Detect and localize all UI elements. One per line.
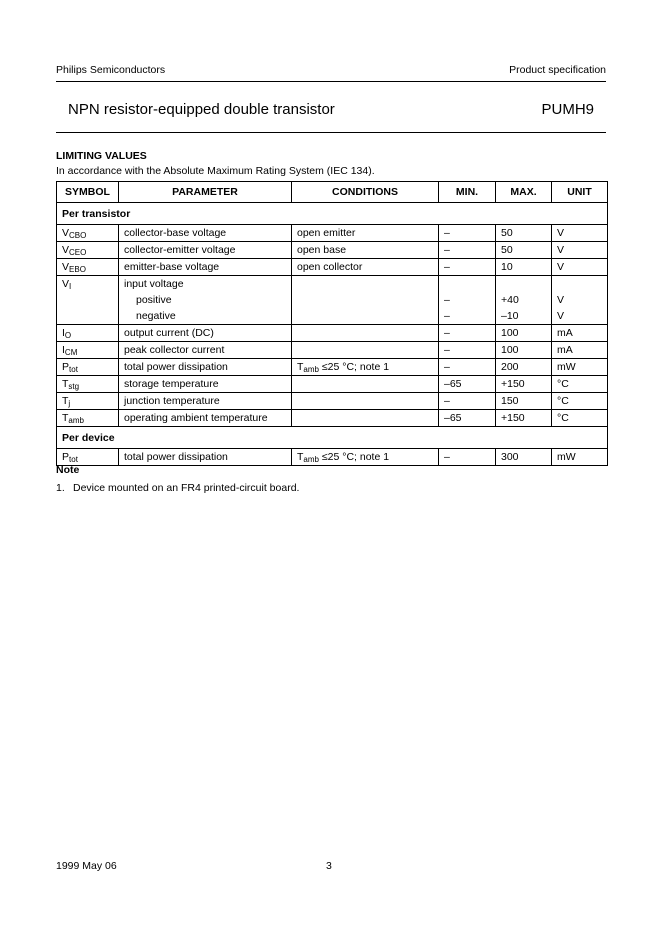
per-transistor-label: Per transistor (57, 203, 608, 225)
note-text: Device mounted on an FR4 printed-circuit board. (73, 482, 300, 494)
min-value: – (444, 310, 450, 322)
footer-date: 1999 May 06 (56, 860, 117, 872)
document-title: NPN resistor-equipped double transistor (68, 101, 335, 118)
parameter-cell: total power dissipation (119, 449, 292, 466)
parameter-cell: storage temperature (119, 376, 292, 393)
unit-cell (552, 276, 608, 325)
col-max: MAX. (496, 182, 552, 203)
section-subtitle: In accordance with the Absolute Maximum Rating System (IEC 134). (56, 165, 375, 177)
max-value: +40 (501, 294, 519, 306)
parameter-cell: emitter-base voltage (119, 259, 292, 276)
symbol-cell: $P_{tot}$ (57, 449, 119, 466)
unit-cell: mW (552, 359, 608, 376)
section-title: LIMITING VALUES (56, 150, 147, 162)
parameter-cell: junction temperature (119, 393, 292, 410)
col-conditions: CONDITIONS (292, 182, 439, 203)
max-cell (496, 276, 552, 325)
conditions-cell: open collector (292, 259, 439, 276)
section-row-per-transistor (57, 203, 608, 225)
conditions-cell: open emitter (292, 225, 439, 242)
note-title: Note (56, 464, 80, 476)
min-cell: – (439, 242, 496, 259)
parameter-cell: output current (DC) (119, 325, 292, 342)
parameter-subitem: positive (136, 294, 172, 306)
unit-cell: mA (552, 342, 608, 359)
symbol-cell: $V_I$ (57, 276, 119, 325)
symbol-cell: $V_{CEO}$ (57, 242, 119, 259)
parameter-cell: peak collector current (119, 342, 292, 359)
unit-cell: V (552, 259, 608, 276)
symbol-cell: $T_{amb}$ (57, 410, 119, 427)
max-cell: 100 (496, 342, 552, 359)
symbol-cell: $P_{tot}$ (57, 359, 119, 376)
conditions-cell (292, 276, 439, 325)
min-cell (439, 276, 496, 325)
table-row (57, 276, 608, 325)
parameter-cell (119, 276, 292, 325)
conditions-cell (292, 376, 439, 393)
min-cell: –65 (439, 410, 496, 427)
symbol-cell: $V_{EBO}$ (57, 259, 119, 276)
symbol-cell: $V_{CBO}$ (57, 225, 119, 242)
min-cell: – (439, 342, 496, 359)
conditions-cell: $T_{amb} \le 25$ °C; note 1 (292, 359, 439, 376)
symbol-cell: $I_{CM}$ (57, 342, 119, 359)
conditions-cell: open base (292, 242, 439, 259)
symbol-cell: $T_j$ (57, 393, 119, 410)
header-rule-top (56, 81, 606, 82)
min-cell: –65 (439, 376, 496, 393)
parameter-cell: collector-base voltage (119, 225, 292, 242)
header-company: Philips Semiconductors (56, 64, 166, 76)
max-cell: +150 (496, 376, 552, 393)
conditions-cell (292, 393, 439, 410)
table-row (57, 342, 608, 359)
table-row (57, 376, 608, 393)
max-cell: 300 (496, 449, 552, 466)
col-min: MIN. (439, 182, 496, 203)
table-header-row (57, 182, 608, 203)
note-item (56, 482, 299, 494)
conditions-cell (292, 410, 439, 427)
max-cell: 100 (496, 325, 552, 342)
max-value: –10 (501, 310, 519, 322)
unit-cell: V (552, 242, 608, 259)
unit-cell: °C (552, 376, 608, 393)
conditions-cell (292, 325, 439, 342)
table-row (57, 449, 608, 466)
min-cell: – (439, 259, 496, 276)
footer-page-number: 3 (326, 860, 332, 872)
max-cell: 50 (496, 225, 552, 242)
table-row (57, 410, 608, 427)
max-cell: +150 (496, 410, 552, 427)
min-cell: – (439, 449, 496, 466)
min-cell: – (439, 325, 496, 342)
unit-cell: mW (552, 449, 608, 466)
parameter-text: input voltage (124, 278, 184, 290)
unit-cell: mA (552, 325, 608, 342)
parameter-subitem: negative (136, 310, 176, 322)
max-cell: 50 (496, 242, 552, 259)
col-symbol: SYMBOL (57, 182, 119, 203)
unit-cell: °C (552, 410, 608, 427)
table-row (57, 242, 608, 259)
unit-cell: V (552, 225, 608, 242)
section-row-per-device (57, 427, 608, 449)
parameter-cell: operating ambient temperature (119, 410, 292, 427)
min-value: – (444, 294, 450, 306)
conditions-cell: $T_{amb} \le 25$ °C; note 1 (292, 449, 439, 466)
part-number: PUMH9 (541, 101, 594, 118)
limiting-values-table (56, 181, 608, 466)
table-row (57, 259, 608, 276)
header-doc-type: Product specification (509, 64, 606, 76)
table-row (57, 225, 608, 242)
min-cell: – (439, 359, 496, 376)
conditions-cell (292, 342, 439, 359)
col-parameter: PARAMETER (119, 182, 292, 203)
table-row (57, 393, 608, 410)
parameter-cell: collector-emitter voltage (119, 242, 292, 259)
header-rule-bottom (56, 132, 606, 133)
col-unit: UNIT (552, 182, 608, 203)
unit-value: V (557, 294, 565, 306)
table-row (57, 359, 608, 376)
max-cell: 150 (496, 393, 552, 410)
parameter-cell: total power dissipation (119, 359, 292, 376)
table-row (57, 325, 608, 342)
per-device-label: Per device (57, 427, 608, 449)
min-cell: – (439, 225, 496, 242)
symbol-cell: $T_{stg}$ (57, 376, 119, 393)
max-cell: 200 (496, 359, 552, 376)
note-number: 1. (56, 482, 65, 494)
unit-cell: °C (552, 393, 608, 410)
unit-value: V (557, 310, 565, 322)
symbol-cell: $I_O$ (57, 325, 119, 342)
max-cell: 10 (496, 259, 552, 276)
min-cell: – (439, 393, 496, 410)
